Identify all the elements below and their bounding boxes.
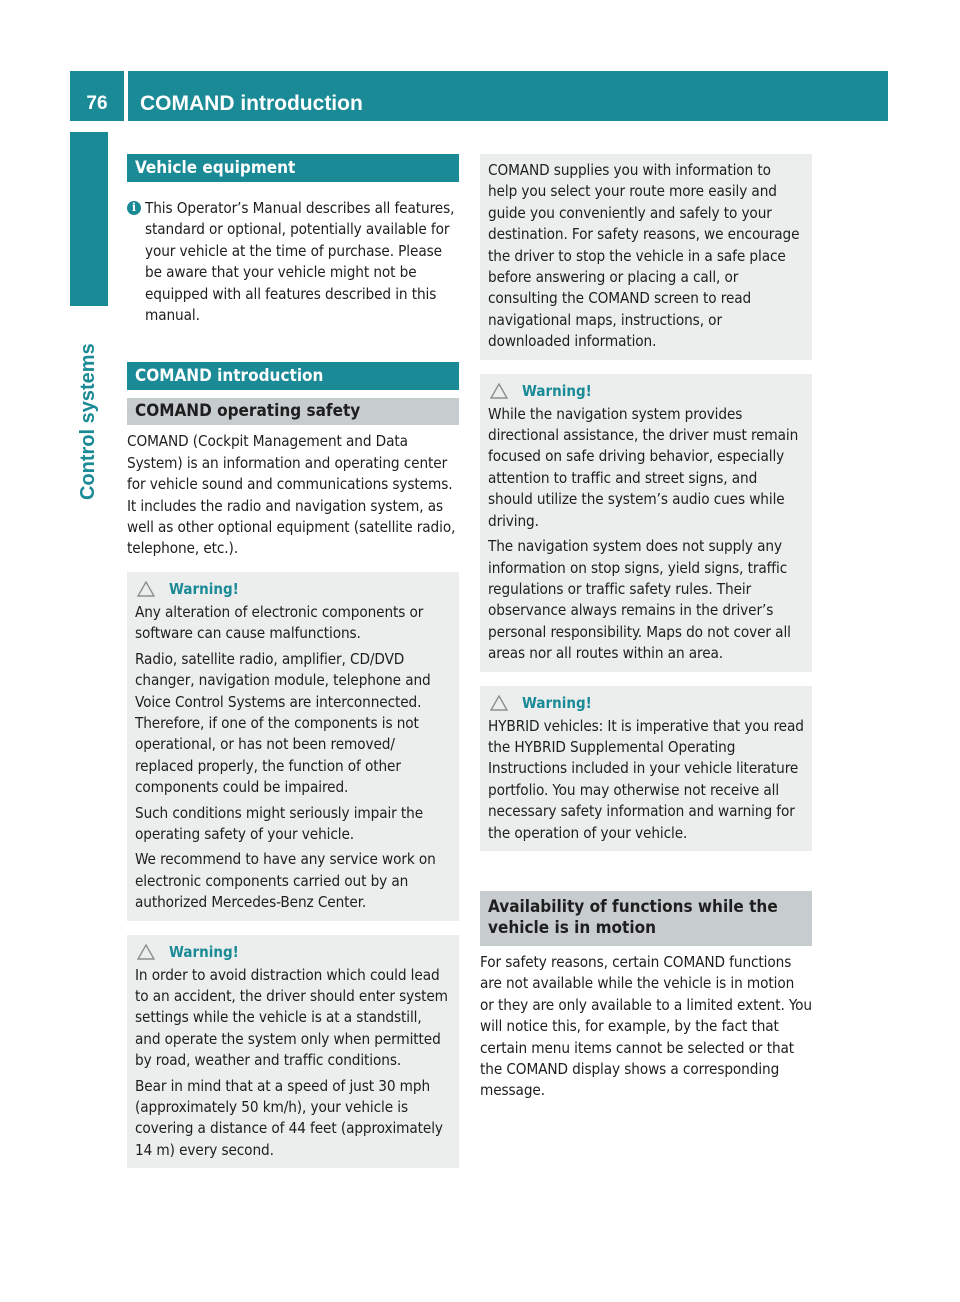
info-note <box>127 198 459 326</box>
info-icon: i <box>127 201 141 215</box>
heading-comand-operating-safety: COMAND operating safety <box>127 398 459 425</box>
info-box <box>480 154 812 360</box>
left-column <box>127 154 459 1168</box>
warning-title: Warning! <box>169 579 239 598</box>
page-title: COMAND introduction <box>140 92 363 115</box>
warning-paragraph: We recommend to have any service work on electronic components carried out by an authorized Mercedes-Benz Center. <box>135 850 436 912</box>
warning-triangle-icon <box>490 383 508 399</box>
warning-triangle-icon <box>137 944 155 960</box>
warning-paragraph: Bear in mind that at a speed of just 30 mph (approximately 50 km/h), your vehicle is covering a distance of 44 feet (approximately 14 m) every second. <box>135 1076 443 1159</box>
heading-comand-introduction: COMAND introduction <box>127 362 459 390</box>
warning-paragraph: Any alteration of electronic components or software can cause malfunctions. <box>135 602 424 643</box>
warning-paragraph: HYBRID vehicles: It is imperative that you read the HYBRID Supplemental Operating Instructions included in your vehicle literature portfolio. You may otherwise not receive all necessary safety information and warning for the operation of your vehicle. <box>488 716 804 842</box>
heading-availability-of-functions: Availability of functions while the vehicle is in motion <box>480 891 812 946</box>
warning-header <box>488 692 804 714</box>
warning-header <box>135 578 451 600</box>
info-box-text: COMAND supplies you with information to help you select your route more easily and guide you conveniently and safely to your destination. For safety reasons, we encourage the driver to stop the vehicle in a safe place before answering or placing a call, or consulting the COMAND screen to read navigational maps, instructions, or downloaded information. <box>488 161 800 351</box>
warning-header <box>135 941 451 963</box>
warning-box <box>480 686 812 851</box>
warning-paragraph: The navigation system does not supply any information on stop signs, yield signs, traffic regulations or traffic safety rules. Their observance always remains in the driver’s personal responsibility. Maps do not cover all areas nor all routes within an area. <box>488 537 791 663</box>
page-number: 76 <box>86 93 108 114</box>
warning-box <box>480 374 812 672</box>
warning-paragraph: In order to avoid distraction which could lead to an accident, the driver should enter system settings while the vehicle is at a standstill, and operate the system only when permitted by road, weather and traffic conditions. <box>135 965 448 1070</box>
warning-triangle-icon <box>137 581 155 597</box>
right-column <box>480 154 812 1102</box>
warning-box <box>127 935 459 1169</box>
heading-vehicle-equipment: Vehicle equipment <box>127 154 459 182</box>
warning-box <box>127 572 459 921</box>
availability-paragraph: For safety reasons, certain COMAND functions are not available while the vehicle is in motion or they are only available to a limited extent. You will notice this, for example, by the fact that certain menu items cannot be selected or that the COMAND display shows a corresponding message. <box>480 952 812 1100</box>
warning-triangle-icon <box>490 695 508 711</box>
side-section-label: Control systems <box>77 343 99 500</box>
info-note-text: This Operator’s Manual describes all features, standard or optional, potentially available for your vehicle at the time of purchase. Please be aware that your vehicle might not be equipped with all features described in this manual. <box>145 199 455 325</box>
warning-header <box>488 380 804 402</box>
warning-paragraph: While the navigation system provides directional assistance, the driver must remain focused on safe driving behavior, especially attention to traffic and street signs, and should utilize the system’s audio cues while driving. <box>488 404 799 530</box>
warning-title: Warning! <box>522 381 592 400</box>
warning-paragraph: Radio, satellite radio, amplifier, CD/DVD changer, navigation module, telephone and Voice Control Systems are interconnected. Therefore, if one of the components is not operational, or has not been removed/ replaced properly, the function of other components could be impaired. <box>135 649 431 797</box>
side-tab <box>70 132 108 306</box>
intro-paragraph: COMAND (Cockpit Management and Data System) is an information and operating center for vehicle sound and communications systems. It includes the radio and navigation system, as well as other optional equipment (satellite radio, telephone, etc.). <box>127 432 456 558</box>
warning-title: Warning! <box>522 693 592 712</box>
warning-title: Warning! <box>169 942 239 961</box>
header-divider <box>124 71 128 121</box>
warning-paragraph: Such conditions might seriously impair the operating safety of your vehicle. <box>135 803 424 843</box>
